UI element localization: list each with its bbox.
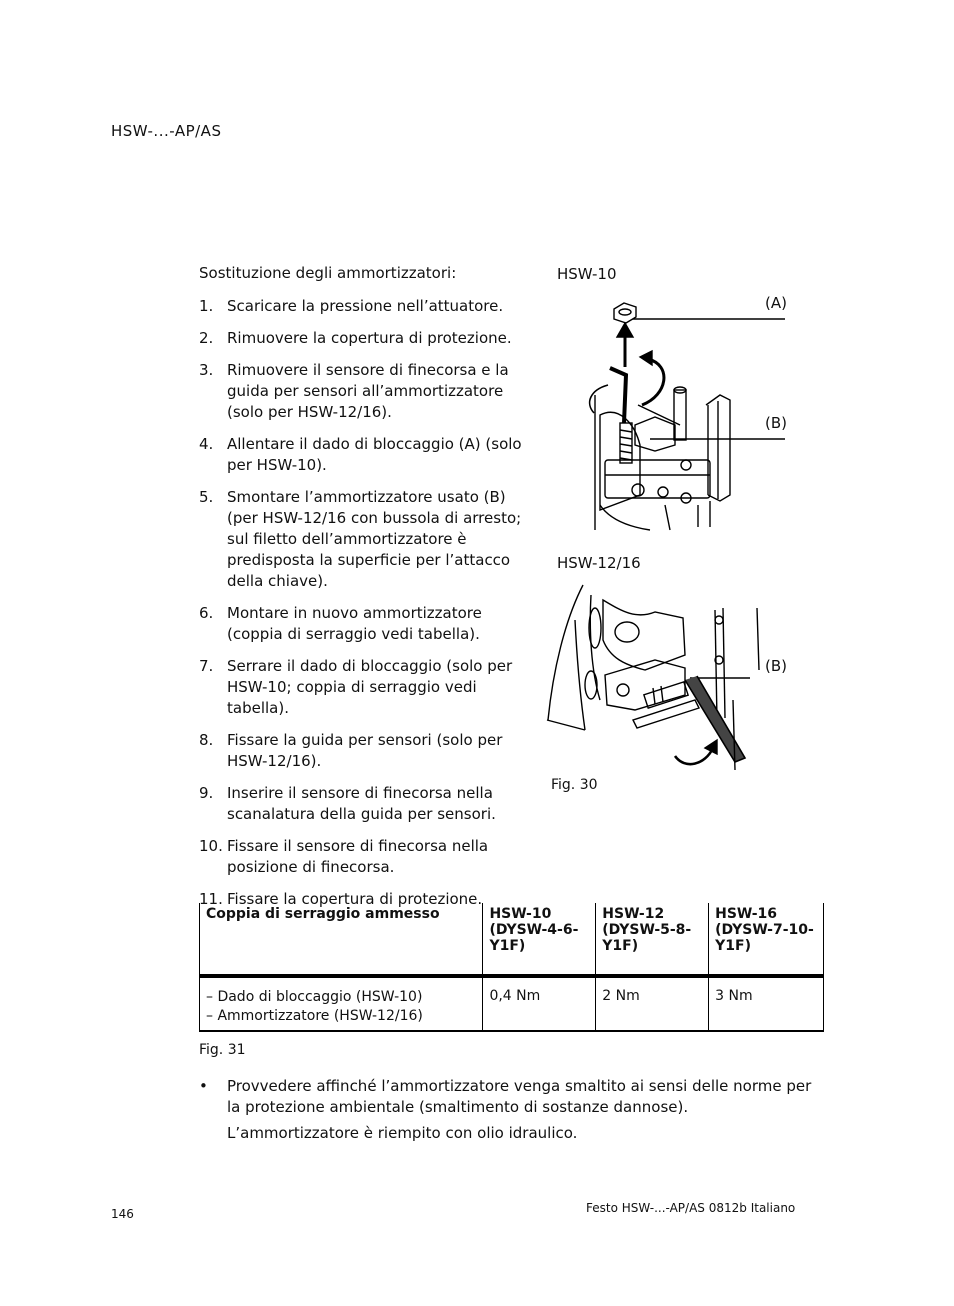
bullet-symbol: • <box>199 1077 208 1095</box>
note-text: L’ammortizzatore è riempito con olio idraulico. <box>227 1124 578 1142</box>
header-cell: HSW-12 (DYSW-5-8-Y1F) <box>596 903 709 976</box>
header-cell: Coppia di serraggio ammesso <box>200 903 483 976</box>
list-item: 10. Fissare il sensore di finecorsa nella posizione di finecorsa. <box>199 837 489 876</box>
intro-text: Sostituzione degli ammortizzatori: <box>199 264 457 282</box>
header-cell: HSW-10 (DYSW-4-6-Y1F) <box>483 903 596 976</box>
running-header: HSW-...-AP/AS <box>111 122 222 140</box>
list-item: 1. Scaricare la pressione nell’attuatore. <box>199 297 504 315</box>
list-item: 4. Allentare il dado di bloccaggio (A) (solo per HSW-10). <box>199 435 522 474</box>
callout-b-bottom: (B) <box>765 657 787 675</box>
list-item: 3. Rimuovere il sensore di finecorsa e la guida per sensori all’ammortizzatore (solo per HSW-12/16). <box>199 361 509 421</box>
list-item: 8. Fissare la guida per sensori (solo per HSW-12/16). <box>199 731 503 770</box>
footer-doc-info: Festo HSW-...-AP/AS 0812b Italiano <box>586 1201 796 1215</box>
callout-a: (A) <box>765 294 787 312</box>
list-item: 11. Fissare la copertura di protezione. <box>199 890 483 908</box>
list-item: 5. Smontare l’ammortizzatore usato (B) (per HSW-12/16 con bussola di arresto; sul filetto dell’ammortizzatore è predisposta la superficie per l’attacco della chiave). <box>199 488 522 590</box>
table-cell: 3 Nm <box>709 976 824 1031</box>
figure-30-caption: Fig. 30 <box>551 777 598 793</box>
list-item: 9. Inserire il sensore di finecorsa nella scanalatura della guida per sensori. <box>199 784 496 823</box>
figure-31-caption: Fig. 31 <box>199 1042 246 1058</box>
bullet-paragraph <box>199 1076 827 1118</box>
header-cell: HSW-16 (DYSW-7-10-Y1F) <box>709 903 824 976</box>
list-item: 2. Rimuovere la copertura di protezione. <box>199 329 512 347</box>
hsw12-16-illustration <box>545 580 790 775</box>
table-header-row <box>200 903 824 976</box>
steps-list <box>199 296 539 921</box>
bullet-text: Provvedere affinché l’ammortizzatore venga smaltito ai sensi delle norme per la protezione ambientale (smaltimento di sostanze dannose). <box>227 1077 812 1116</box>
page-number: 146 <box>111 1207 134 1221</box>
table-cell: 0,4 Nm <box>483 976 596 1031</box>
table-row <box>200 976 824 1031</box>
figure-label-hsw10: HSW-10 <box>557 265 617 283</box>
table-cell: 2 Nm <box>596 976 709 1031</box>
list-item: 7. Serrare il dado di bloccaggio (solo per HSW-10; coppia di serraggio vedi tabella). <box>199 657 513 717</box>
figure-label-hsw12-16: HSW-12/16 <box>557 554 641 572</box>
hsw10-illustration <box>580 295 790 535</box>
table-cell: – Dado di bloccaggio (HSW-10) – Ammortizzatore (HSW-12/16) <box>200 976 483 1031</box>
callout-b-top: (B) <box>765 414 787 432</box>
list-item: 6. Montare in nuovo ammortizzatore (coppia di serraggio vedi tabella). <box>199 604 482 643</box>
torque-table <box>199 903 824 1032</box>
